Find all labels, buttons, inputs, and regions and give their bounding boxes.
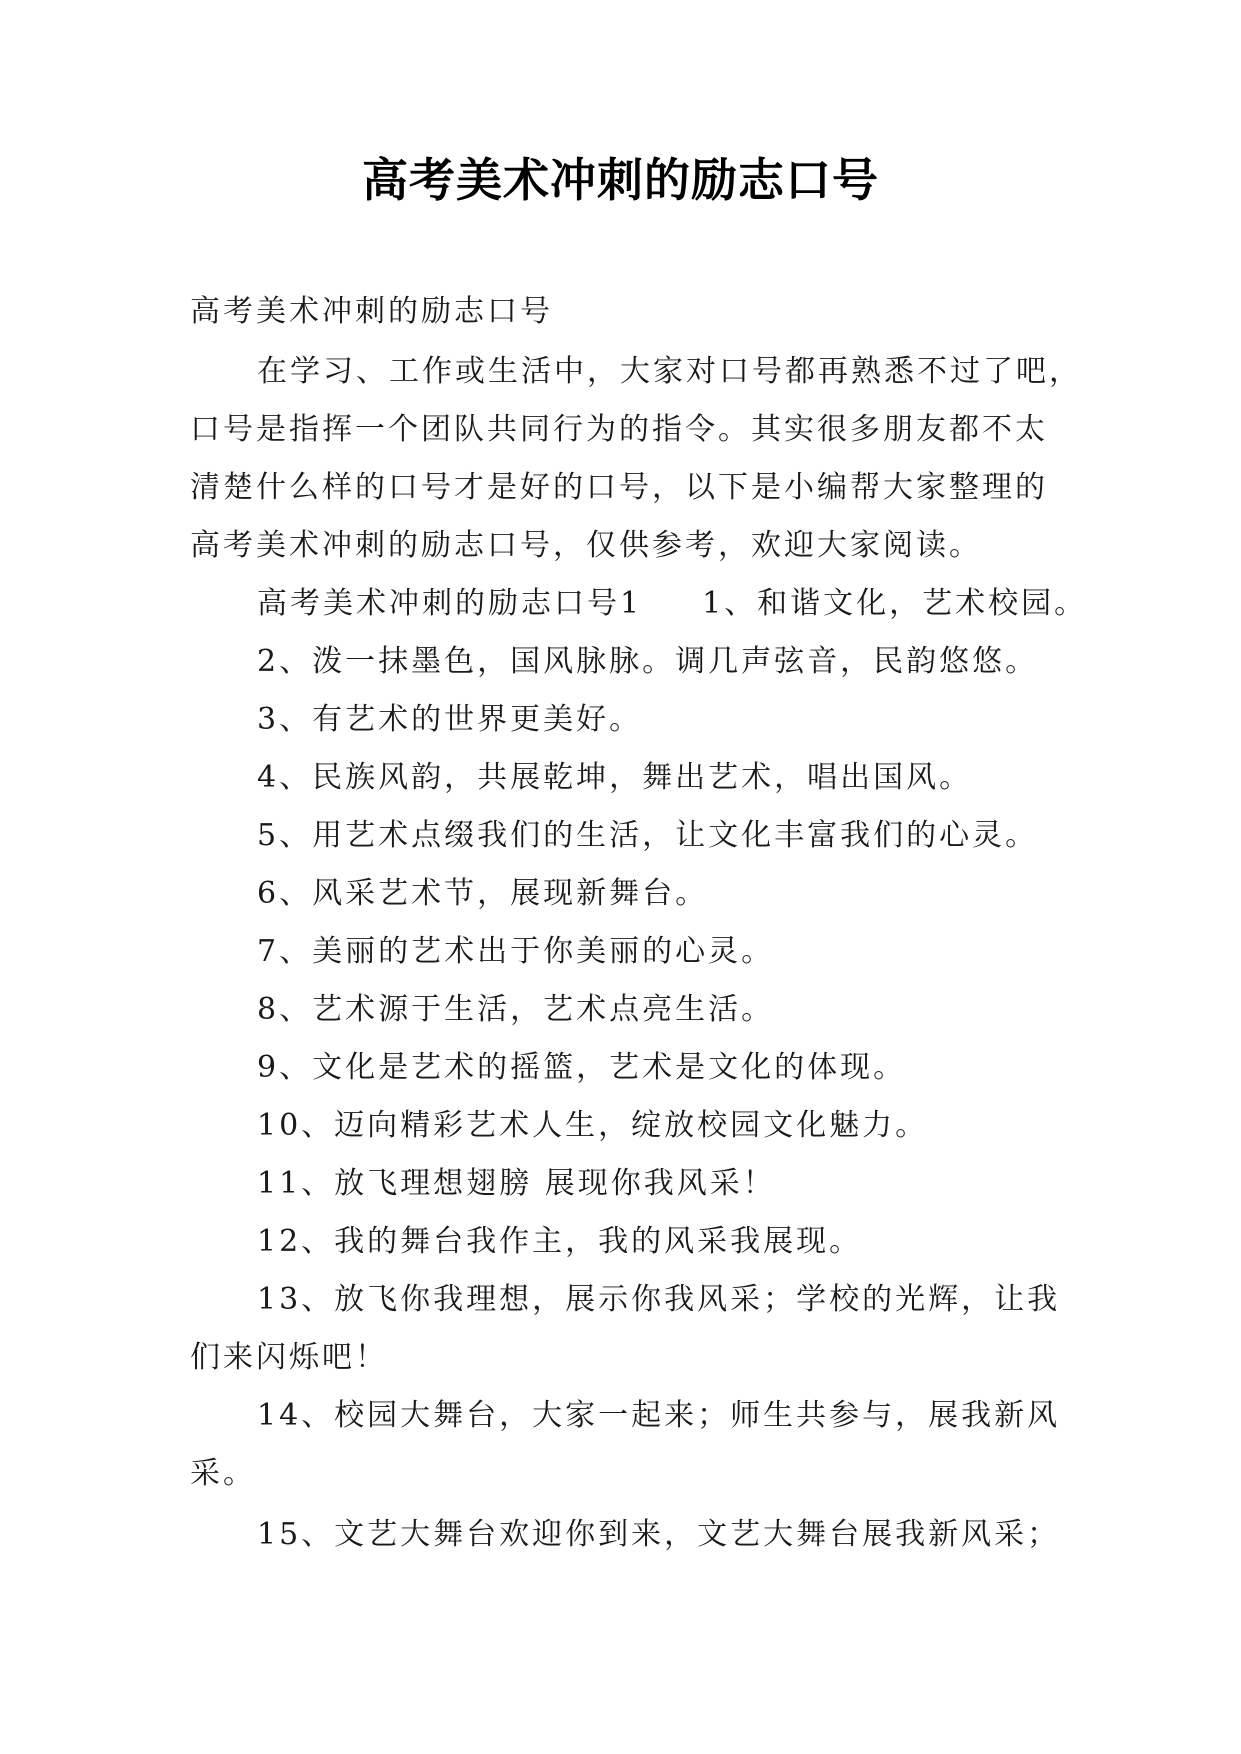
slogan-13: 13、放飞你我理想，展示你我风采；学校的光辉，让我: [257, 1282, 1061, 1317]
slogan-8: 8、艺术源于生活，艺术点亮生活。: [257, 992, 775, 1027]
slogan-14: 14、校园大舞台，大家一起来；师生共参与，展我新风: [257, 1398, 1061, 1433]
slogan-7: 7、美丽的艺术出于你美丽的心灵。: [257, 934, 775, 969]
slogan-3: 3、有艺术的世界更美好。: [257, 702, 643, 737]
section-heading: 高考美术冲刺的励志口号1: [257, 586, 643, 621]
slogan-15: 15、文艺大舞台欢迎你到来，文艺大舞台展我新风采；: [257, 1517, 1061, 1552]
slogan-14-continued: 采。: [190, 1456, 256, 1491]
intro-line-4: 高考美术冲刺的励志口号，仅供参考，欢迎大家阅读。: [190, 528, 982, 563]
slogan-2: 2、泼一抹墨色，国风脉脉。调几声弦音，民韵悠悠。: [257, 644, 1039, 679]
document-subtitle: 高考美术冲刺的励志口号: [190, 294, 553, 329]
intro-line-2: 口号是指挥一个团队共同行为的指令。其实很多朋友都不太: [190, 412, 1048, 447]
slogan-5: 5、用艺术点缀我们的生活，让文化丰富我们的心灵。: [257, 818, 1039, 853]
intro-line-1: 在学习、工作或生活中，大家对口号都再熟悉不过了吧，: [257, 354, 1082, 389]
slogan-12: 12、我的舞台我作主，我的风采我展现。: [257, 1224, 863, 1259]
slogan-10: 10、迈向精彩艺术人生，绽放校园文化魅力。: [257, 1108, 929, 1143]
section-heading-line: [257, 584, 1087, 624]
slogan-4: 4、民族风韵，共展乾坤，舞出艺术，唱出国风。: [257, 760, 973, 795]
intro-line-3: 清楚什么样的口号才是好的口号，以下是小编帮大家整理的: [190, 470, 1048, 505]
slogan-6: 6、风采艺术节，展现新舞台。: [257, 876, 709, 911]
slogan-1: 1、和谐文化，艺术校园。: [702, 586, 1088, 621]
slogan-9: 9、文化是艺术的摇篮，艺术是文化的体现。: [257, 1050, 907, 1085]
document-title: 高考美术冲刺的励志口号: [362, 153, 879, 207]
slogan-13-continued: 们来闪烁吧！: [190, 1340, 388, 1375]
slogan-11: 11、放飞理想翅膀 展现你我风采！: [257, 1166, 776, 1201]
